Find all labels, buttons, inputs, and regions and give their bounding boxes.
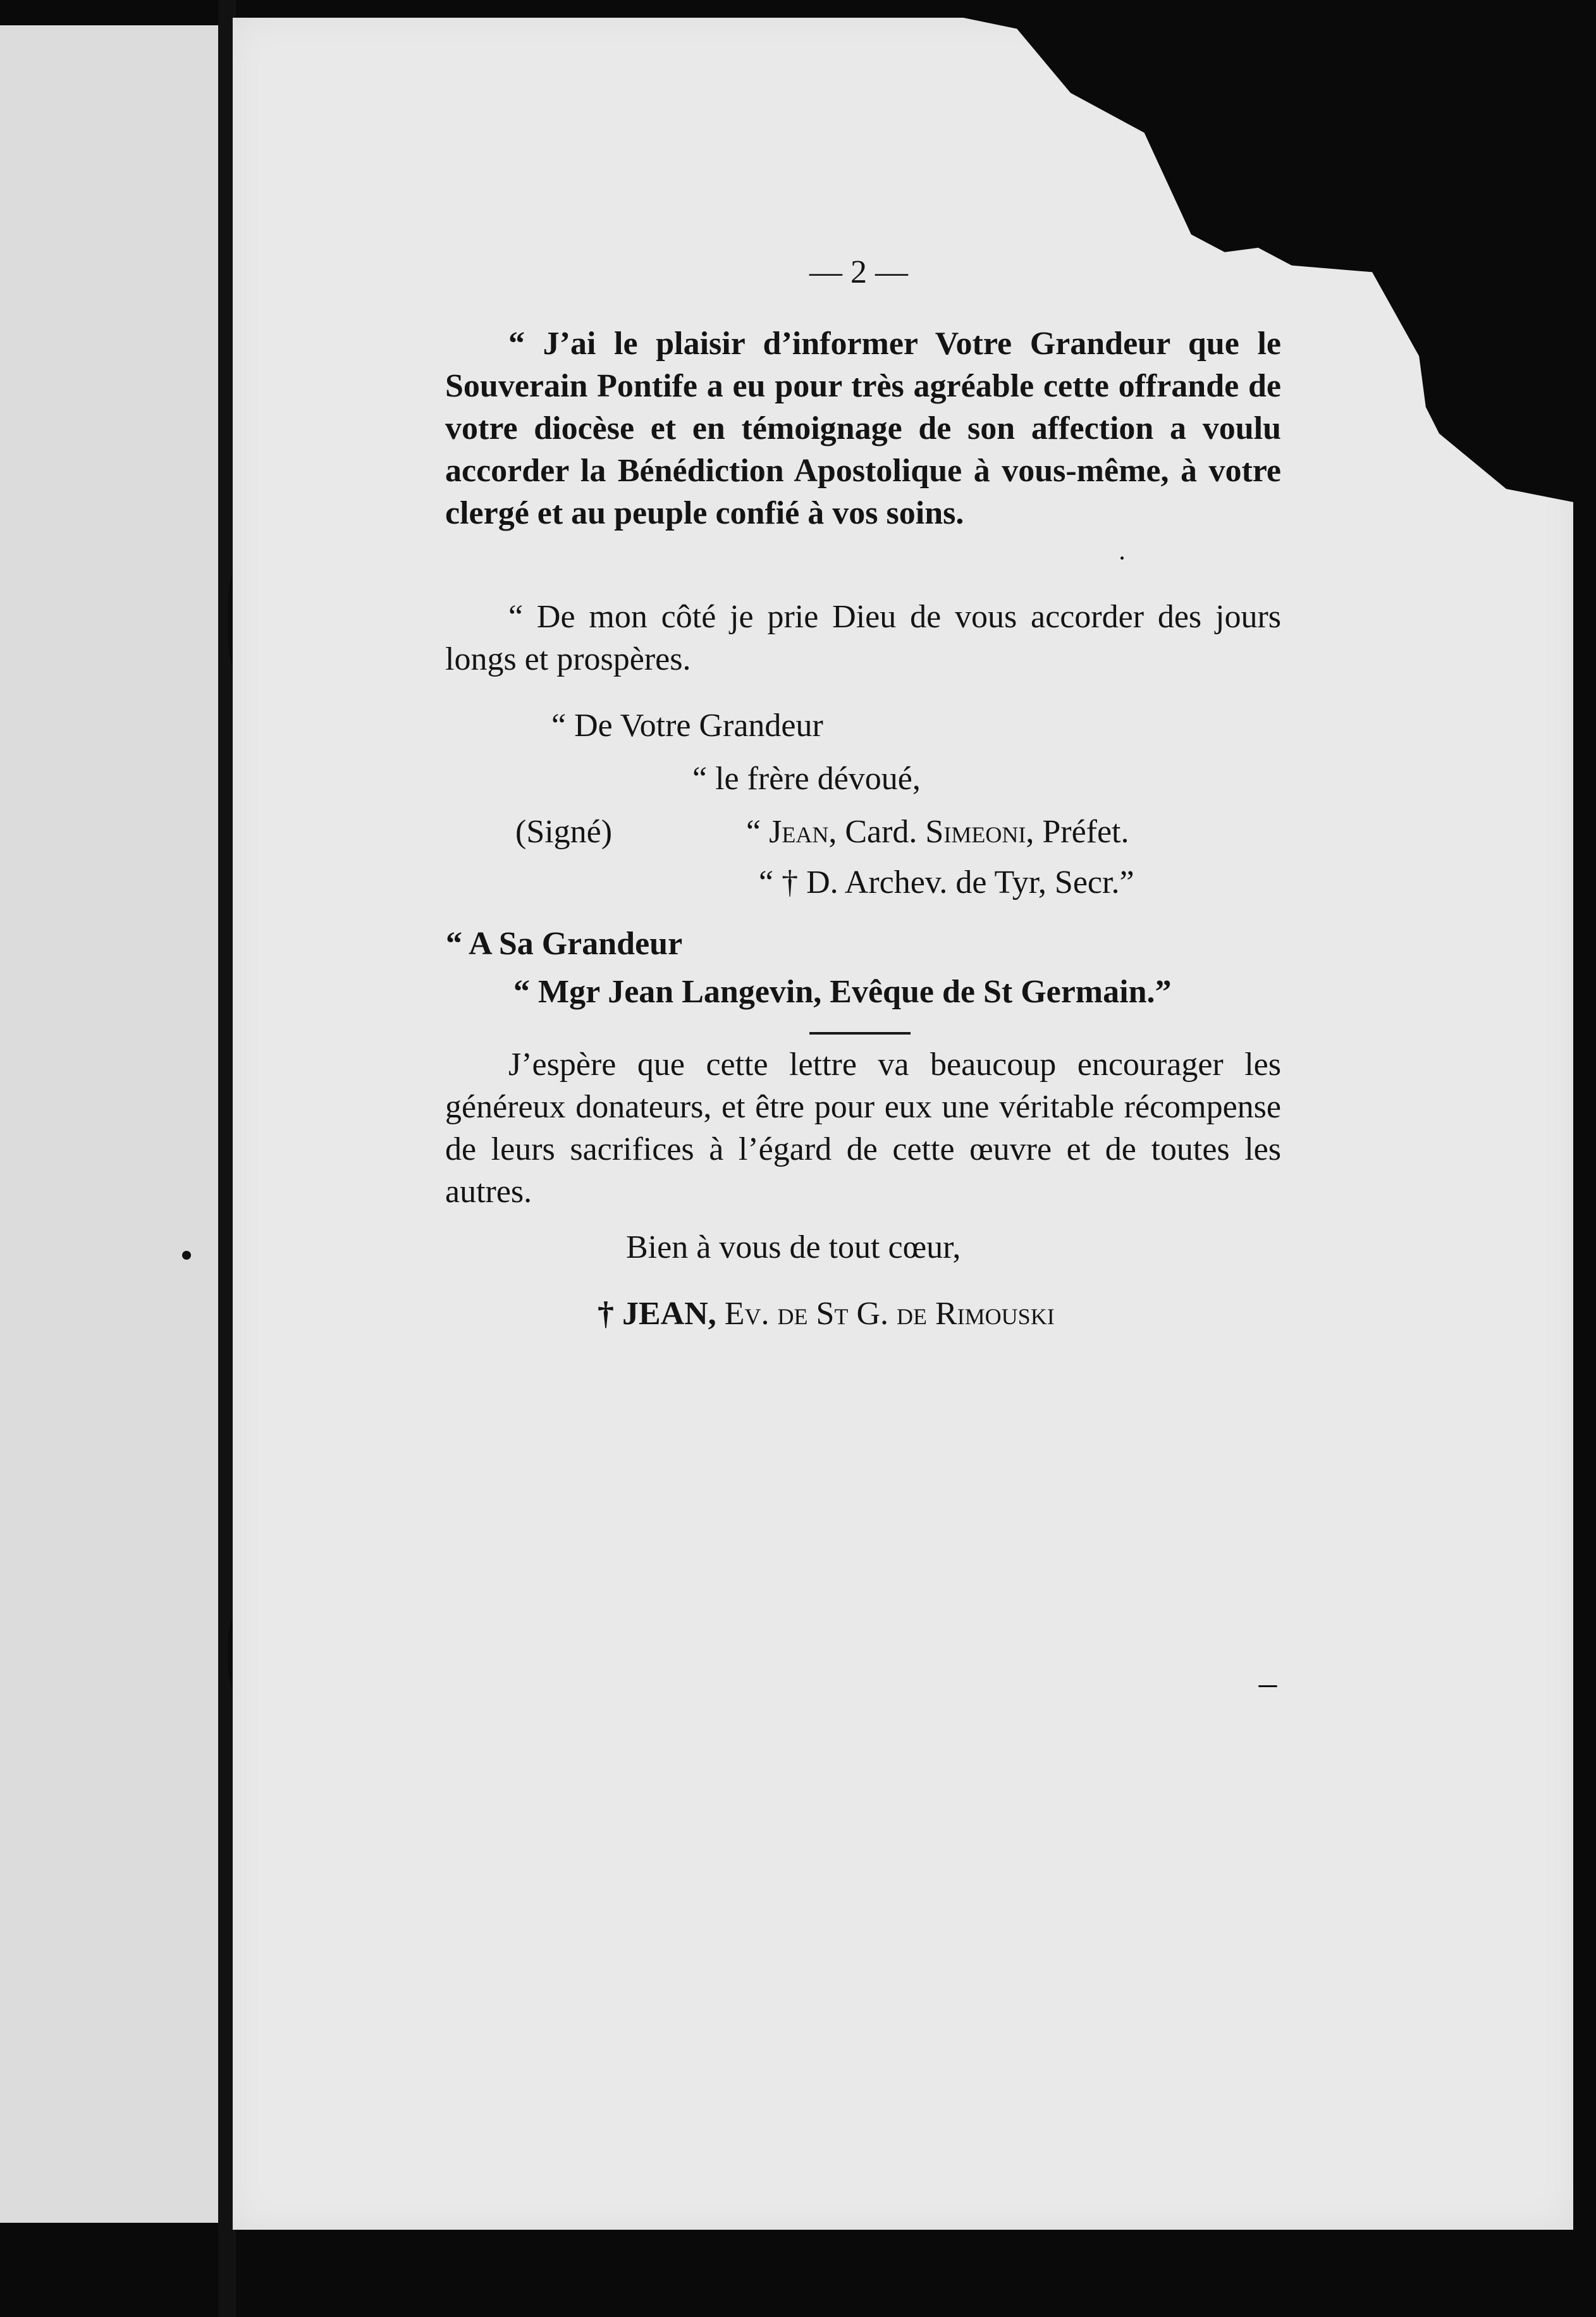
signature-surname: Simeoni [925, 814, 1026, 850]
signed-label: (Signé) [515, 814, 613, 850]
ink-speck [1258, 1685, 1277, 1687]
ink-speck [1120, 556, 1124, 560]
address-line-1: “ A Sa Grandeur [446, 926, 683, 962]
letter-paragraph-2: “ De mon côté je prie Dieu de vous accorder des jours longs et prospères. [445, 599, 1281, 677]
bishop-title: Ev. de St G. de Rimouski [724, 1296, 1055, 1332]
signature-quote: “ [746, 814, 761, 850]
letter-paragraph-1: “ J’ai le plaisir d’informer Votre Grandeur que le Souverain Pontife a eu pour très agréable cette offrande de votre diocèse et en témoignage de son affection a voulu accorder la Bénédiction Apostolique à vous-même, à votre clergé et au peuple confié à vos soins. [445, 326, 1281, 531]
signature-line-2: “ † D. Archev. de Tyr, Secr.” [759, 864, 1134, 900]
signature-name: Jean [769, 814, 829, 850]
separator-rule [809, 1032, 911, 1035]
bishop-name: † JEAN, [598, 1296, 716, 1332]
page-number: — 2 — [809, 254, 908, 290]
ink-speck [182, 1251, 191, 1260]
bishop-signature [598, 1293, 1055, 1335]
signature-line-1 [746, 811, 1129, 853]
letter-closing: “ De Votre Grandeur [551, 708, 823, 744]
address-line-2 [513, 971, 1171, 1013]
facing-page-edge [0, 25, 221, 2223]
address-recipient: “ Mgr Jean Langevin, Evêque de St Germain.” [513, 974, 1172, 1010]
valediction: Bien à vous de tout cœur, [626, 1229, 961, 1265]
signature-mid: , Card. [828, 814, 918, 850]
commentary-paragraph: J’espère que cette lettre va beaucoup encourager les généreux donateurs, et être pour eux une véritable récompense de leurs sacrifices à l’égard de cette œuvre et de toutes les autres. [445, 1047, 1281, 1210]
signature-title: , Préfet. [1026, 814, 1129, 850]
letter-closing-line-2: “ le frère dévoué, [692, 761, 921, 797]
